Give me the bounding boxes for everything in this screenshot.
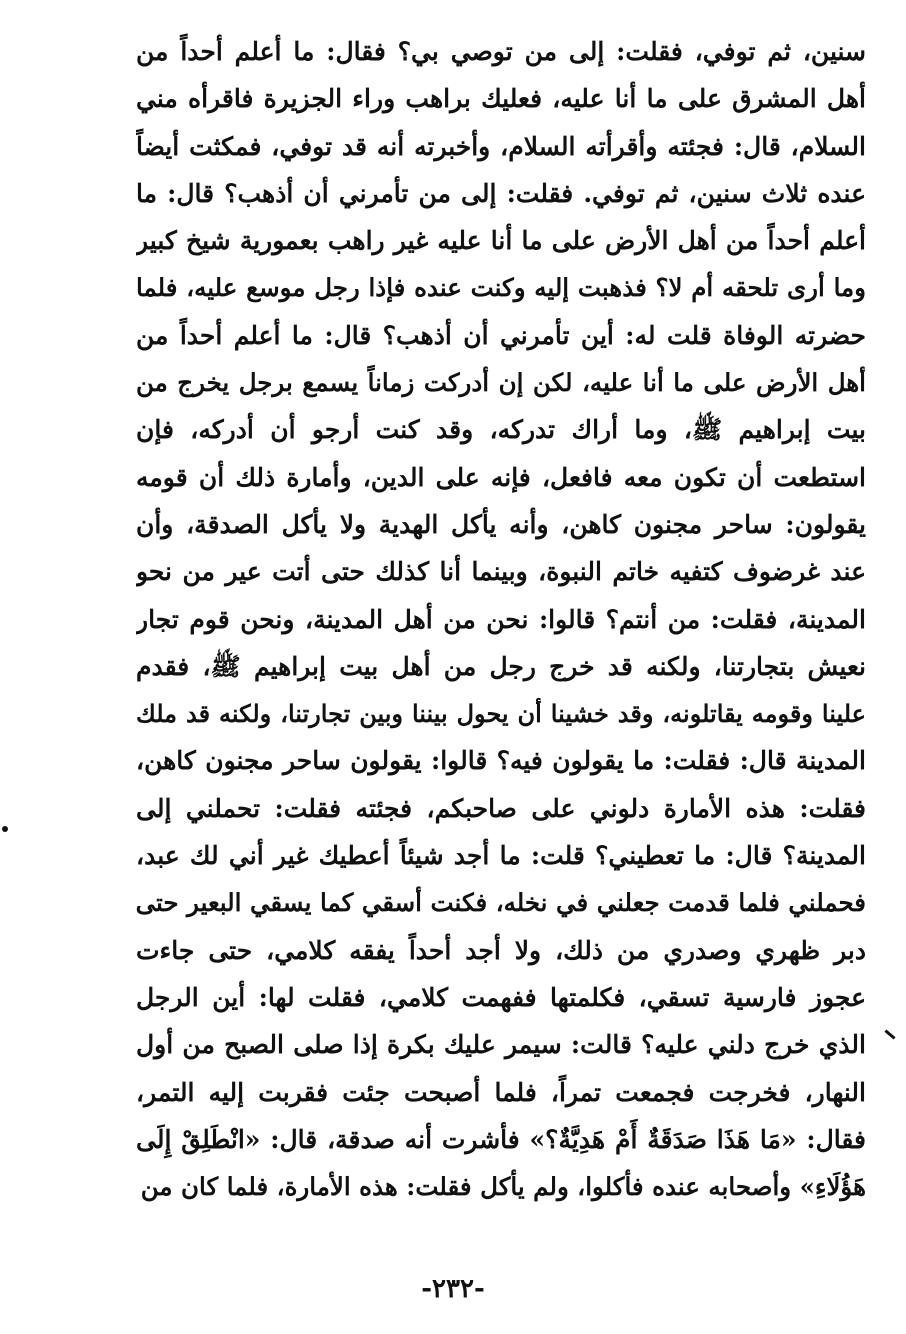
text-line: وما أرى تلحقه أم لا؟ فذهبت إليه وكنت عنده فإذا رجل موسع عليه، فلما (136, 273, 866, 303)
text-line: استطعت أن تكون معه فافعل، فإنه على الدين، وأمارة ذلك أن قومه (136, 462, 866, 492)
text-line: الذي خرج دلني عليه؟ قالت: سيمر عليك بكرة إذا صلى الصبح من أول (136, 1030, 866, 1060)
text-line: بيت إبراهيم ﷺ، وما أراك تدركه، وقد كنت أرجو أن أدركه، فإن (136, 415, 866, 445)
text-line: عجوز فارسية تسقي، فكلمتها ففهمت كلامي، فقلت لها: أين الرجل (136, 982, 866, 1012)
text-line: فقال: «مَا هَذَا صَدَقَةٌ أَمْ هَدِيَّةٌ؟» فأشرت أنه صدقة، قال: «انْطَلِقْ إِلَى (136, 1124, 866, 1154)
text-line: عند غرضوف كتفيه خاتم النبوة، وبينما أنا كذلك حتى أتت عير من نحو (136, 557, 866, 587)
text-line: أهل المشرق على ما أنا عليه، فعليك براهب وراء الجزيرة فاقرأه مني (136, 84, 866, 114)
text-line: المدينة، فقلت: من أنتم؟ قالوا: نحن من أهل المدينة، ونحن قوم تجار (136, 604, 866, 634)
text-line: هَؤُلَاءِ» وأصحابه عنده فأكلوا، ولم يأكل فقلت: هذه الأمارة، فلما كان من (140, 1172, 866, 1202)
text-line: حضرته الوفاة قلت له: أين تأمرني أن أذهب؟ قال: ما أعلم أحداً من (136, 320, 866, 350)
text-line: دبر ظهري وصدري من ذلك، ولا أجد أحداً يفقه كلامي، حتى جاءت (136, 935, 866, 965)
text-line: النهار، فخرجت فجمعت تمراً، فلما أصبحت جئت فقربت إليه التمر، (136, 1077, 866, 1107)
text-line: السلام، قال: فجئته وأقرأته السلام، وأخبرته أنه قد توفي، فمكثت أيضاً (136, 131, 866, 161)
text-line: فقلت: هذه الأمارة دلوني على صاحبكم، فجئته فقلت: تحملني إلى (136, 793, 866, 823)
text-line: المدينة قال: فقلت: ما يقولون فيه؟ قالوا: يقولون ساحر مجنون كاهن، (136, 746, 866, 776)
margin-tick (884, 1029, 895, 1039)
text-line: سنين، ثم توفي، فقلت: إلى من توصي بي؟ فقال: ما أعلم أحداً من (136, 37, 866, 66)
margin-dot (2, 826, 8, 832)
text-line: يقولون: ساحر مجنون كاهن، وأنه يأكل الهدية ولا يأكل الصدقة، وأن (136, 509, 866, 539)
body-text (136, 28, 866, 1210)
text-line: أهل الأرض على ما أنا عليه، لكن إن أدركت زماناً يسمع برجل يخرج من (136, 368, 866, 398)
text-line: عنده ثلاث سنين، ثم توفي. فقلت: إلى من تأمرني أن أذهب؟ قال: ما (136, 178, 866, 208)
text-line: نعيش بتجارتنا، ولكنه قد خرج رجل من أهل بيت إبراهيم ﷺ، فقدم (136, 651, 866, 681)
text-line: فحملني فلما قدمت جعلني في نخله، فكنت أسقي كما يسقي البعير حتى (136, 888, 866, 918)
text-line: المدينة؟ قال: ما تعطيني؟ قلت: ما أجد شيئاً أعطيك غير أني لك عبد، (136, 841, 866, 871)
page-number: -٢٣٢- (421, 1274, 485, 1304)
text-line: أعلم أحداً من أهل الأرض على ما أنا عليه غير راهب بعمورية شيخ كبير (136, 226, 866, 256)
text-line: علينا وقومه يقاتلونه، وقد خشينا أن يحول بيننا وبين تجارتنا، ولكنه قد ملك (136, 699, 866, 729)
